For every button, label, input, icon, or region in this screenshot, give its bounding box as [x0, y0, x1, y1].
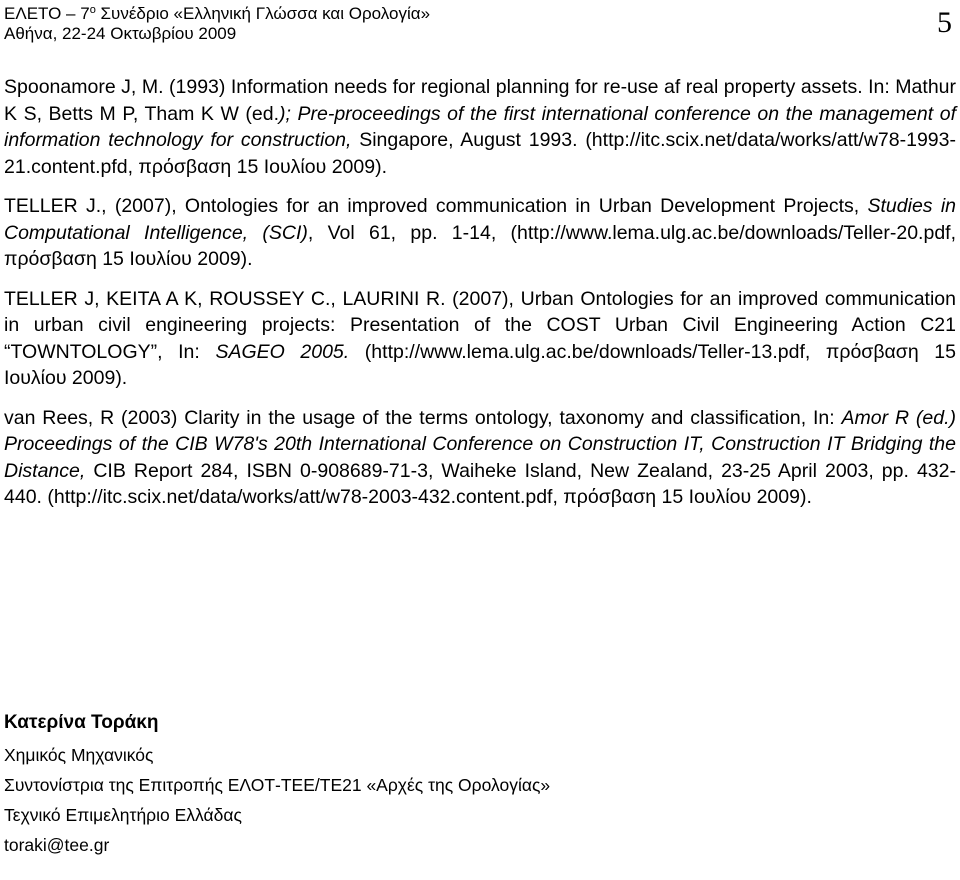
header-title-ordinal: ο: [89, 4, 96, 16]
reference-italic-text: ); Pre-proceedings of the first international conference on the management of information technology for construction,: [4, 102, 956, 151]
reference-text: CIB Report 284, ISBN 0-908689-71-3, Waiheke Island, New Zealand, 23-25 April 2003, pp. 432-440. (http://itc.scix.net/data/works/att/w78-2003-432.content.pdf, πρόσβαση 15 Ιουλίου 2009).: [4, 459, 956, 508]
reference-italic-text: SAGEO 2005.: [215, 340, 350, 363]
reference-text: van Rees, R (2003) Clarity in the usage of the terms ontology, taxonomy and classification, In:: [4, 406, 842, 429]
author-role: Χημικός Μηχανικός: [4, 745, 154, 765]
reference-list: [4, 74, 956, 524]
author-position: Συντονίστρια της Επιτροπής ΕΛΟΤ-ΤΕΕ/ΤΕ21 «Αρχές της Ορολογίας»: [4, 775, 551, 795]
reference-teller-2007b: [4, 286, 956, 392]
author-email: toraki@tee.gr: [4, 835, 110, 855]
page-number: 5: [937, 6, 952, 39]
author-info: [4, 710, 956, 864]
header-title-suffix: Συνέδριο «Ελληνική Γλώσσα και Ορολογία»: [95, 4, 431, 23]
reference-text: , Vol 61, pp. 1-14, (http://www.lema.ulg.ac.be/downloads/Teller-20.pdf, πρόσβαση 15 Ιουλίου 2009).: [4, 221, 957, 270]
reference-italic-text: Studies in Computational Intelligence, (SCI): [4, 195, 956, 244]
reference-text: Singapore, August 1993. (http://itc.scix.net/data/works/att/w78-1993-21.content.pfd, πρόσβαση 15 Ιουλίου 2009).: [4, 129, 956, 178]
author-organization: Τεχνικό Επιμελητήριο Ελλάδας: [4, 805, 242, 825]
header-conference-title: [4, 4, 956, 24]
header-conference-date: Αθήνα, 22-24 Οκτωβρίου 2009: [4, 24, 237, 43]
reference-teller-2007a: [4, 193, 956, 273]
reference-text: TELLER J, KEITA A K, ROUSSEY C., LAURINI R. (2007), Urban Ontologies for an improved communication in urban civil engineering projects: Presentation of the COST Urban Civil Engineering Action C21 “TOWNTOLOGY”, In:: [4, 287, 956, 363]
reference-spoonamore: [4, 74, 956, 180]
author-name: Κατερίνα Τοράκη: [4, 712, 159, 733]
reference-text: Spoonamore J, M. (1993) Information needs for regional planning for re-use af real property assets. In: Mathur K S, Betts M P, Tham K W (ed.: [4, 76, 956, 125]
reference-text: TELLER J., (2007), Ontologies for an improved communication in Urban Development Projects,: [4, 195, 868, 217]
page-header: [4, 4, 956, 50]
reference-van-rees: [4, 405, 956, 511]
reference-italic-text: Amor R (ed.) Proceedings of the CIB W78's 20th International Conference on Construction IT, Construction IT Bridging the Distance,: [4, 406, 957, 482]
reference-text: (http://www.lema.ulg.ac.be/downloads/Teller-13.pdf, πρόσβαση 15 Ιουλίου 2009).: [4, 340, 956, 389]
header-title-prefix: ΕΛΕΤΟ – 7: [4, 4, 90, 23]
